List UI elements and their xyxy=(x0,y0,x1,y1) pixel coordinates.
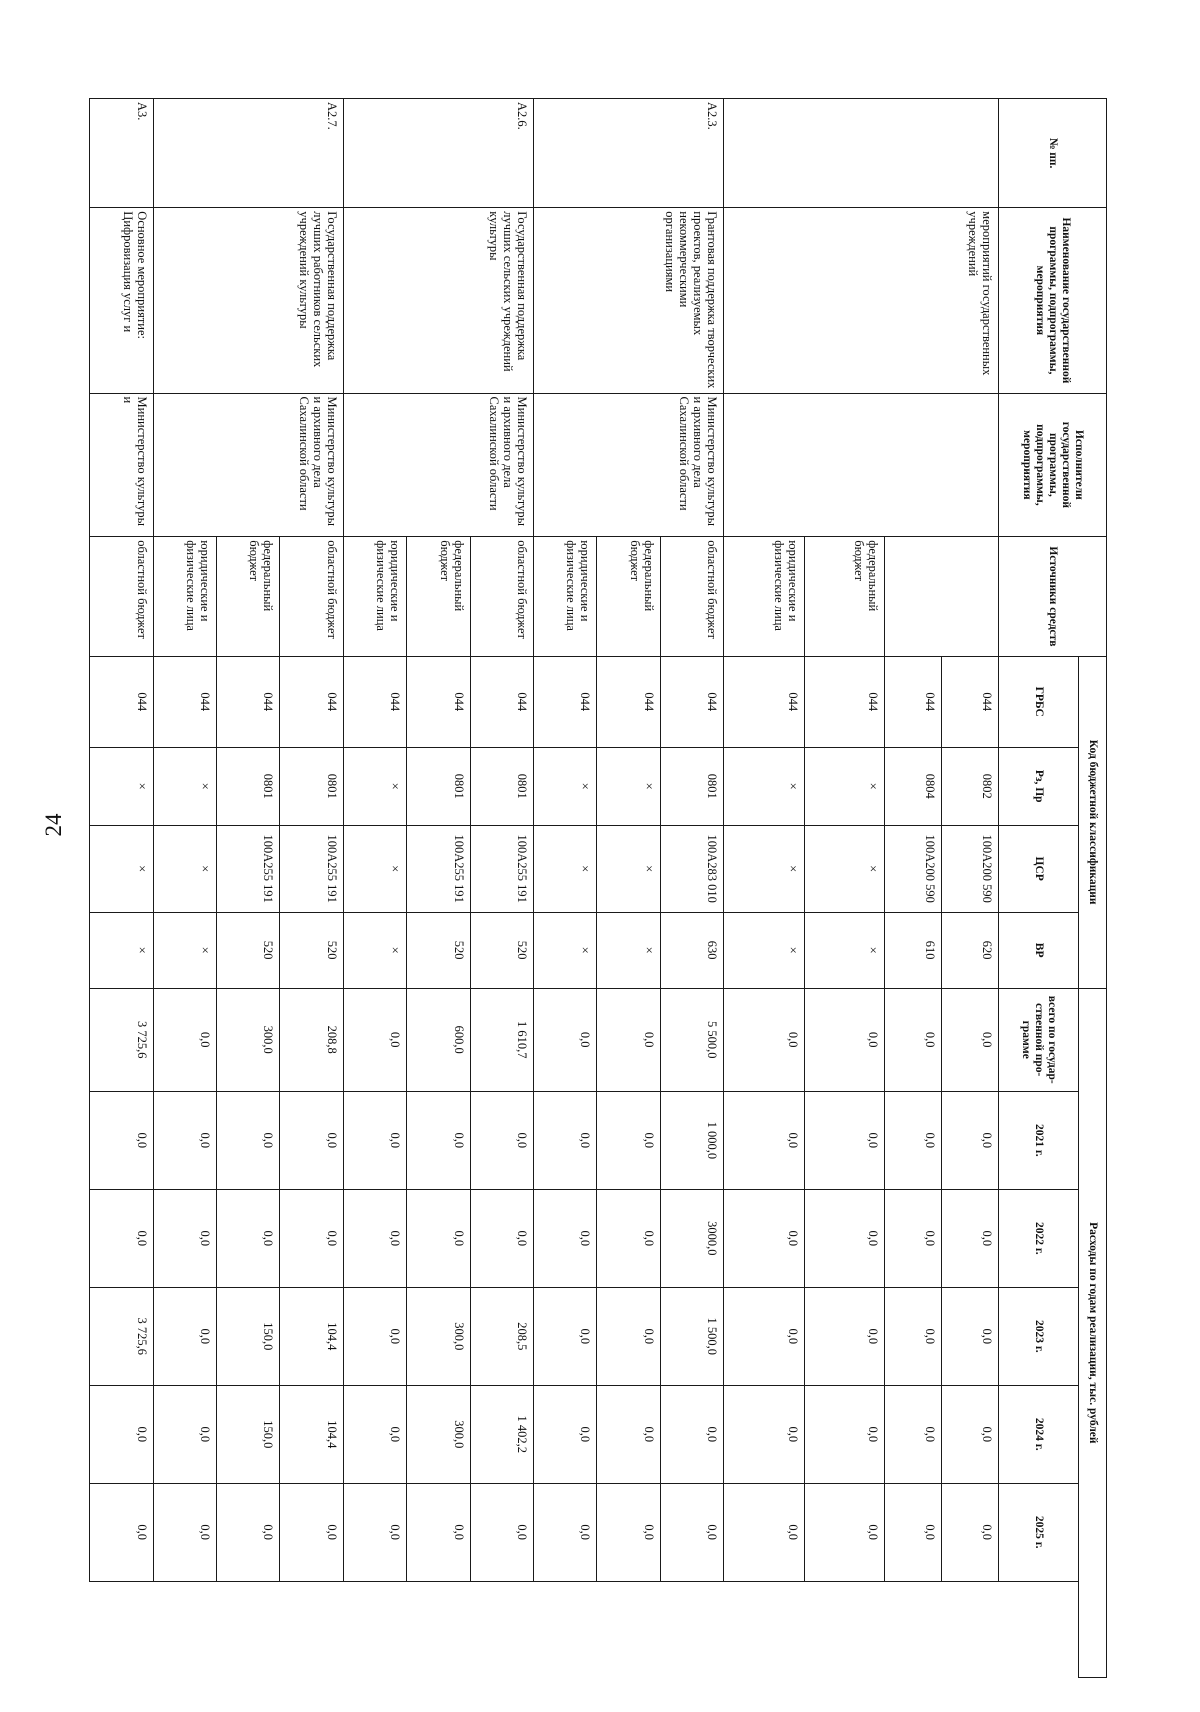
table-row xyxy=(90,99,154,1678)
cell-vr: × xyxy=(153,912,216,988)
cell-csr: × xyxy=(534,825,597,912)
row-source-cell: юридические и физические лица xyxy=(724,537,804,656)
cell-y2022: 0,0 xyxy=(884,1189,941,1287)
cell-vr: × xyxy=(804,912,884,988)
cell-vr: 520 xyxy=(470,912,533,988)
cell-y2022: 0,0 xyxy=(343,1189,406,1287)
cell-y2021: 0,0 xyxy=(216,1091,279,1189)
row-source-cell xyxy=(884,537,998,656)
cell-total: 0,0 xyxy=(941,988,998,1091)
cell-y2025: 0,0 xyxy=(724,1483,804,1581)
cell-y2025: 0,0 xyxy=(470,1483,533,1581)
row-source-cell: юридические и физические лица xyxy=(534,537,597,656)
header-expenses-group: Расходы по годам реализации, тыс. рублей xyxy=(1079,988,1107,1677)
cell-rzpr: × xyxy=(724,747,804,825)
cell-y2022: 0,0 xyxy=(597,1189,660,1287)
cell-y2025: 0,0 xyxy=(804,1483,884,1581)
cell-rzpr: 0801 xyxy=(660,747,723,825)
cell-csr: × xyxy=(153,825,216,912)
row-num-cell: А3. xyxy=(90,99,154,208)
row-num-cell: А2.3. xyxy=(534,99,724,208)
cell-y2021: 0,0 xyxy=(343,1091,406,1189)
header-name: Наименование государственной программы, подпрограммы, мероприятия xyxy=(999,208,1107,393)
cell-y2025: 0,0 xyxy=(597,1483,660,1581)
cell-y2025: 0,0 xyxy=(90,1483,154,1581)
cell-total: 600,0 xyxy=(407,988,470,1091)
cell-y2024: 0,0 xyxy=(804,1385,884,1483)
cell-y2021: 0,0 xyxy=(407,1091,470,1189)
header-num: № пп. xyxy=(999,99,1107,208)
row-name-cell: Основное мероприятие: Цифровизация услуг и xyxy=(90,208,154,393)
cell-y2023: 0,0 xyxy=(884,1287,941,1385)
cell-csr: × xyxy=(90,825,154,912)
cell-total: 0,0 xyxy=(597,988,660,1091)
cell-grbs: 044 xyxy=(660,656,723,747)
row-name-cell: Государственная поддержка лучших работников сельских учреждений культуры xyxy=(153,208,343,393)
header-executors: Исполнители государственной программы, подпрограммы, мероприятия xyxy=(999,393,1107,537)
cell-vr: × xyxy=(597,912,660,988)
cell-y2024: 300,0 xyxy=(407,1385,470,1483)
cell-y2022: 0,0 xyxy=(216,1189,279,1287)
cell-vr: 620 xyxy=(941,912,998,988)
cell-y2025: 0,0 xyxy=(407,1483,470,1581)
cell-vr: 610 xyxy=(884,912,941,988)
table-body xyxy=(90,99,999,1678)
header-2023: 2023 г. xyxy=(999,1287,1079,1385)
cell-y2022: 0,0 xyxy=(724,1189,804,1287)
cell-rzpr: × xyxy=(90,747,154,825)
row-executor-cell: Министерство культуры и архивного дела Сахалинской области xyxy=(343,393,533,537)
cell-y2024: 0,0 xyxy=(724,1385,804,1483)
cell-vr: 520 xyxy=(407,912,470,988)
cell-rzpr: 0801 xyxy=(407,747,470,825)
cell-vr: × xyxy=(724,912,804,988)
header-grbs: ГРБС xyxy=(999,656,1079,747)
cell-vr: 520 xyxy=(216,912,279,988)
cell-y2022: 0,0 xyxy=(407,1189,470,1287)
row-source-cell: федеральный бюджет xyxy=(804,537,884,656)
row-name-cell: мероприятий государственных учреждений xyxy=(724,208,999,393)
cell-y2022: 3000,0 xyxy=(660,1189,723,1287)
cell-y2025: 0,0 xyxy=(216,1483,279,1581)
row-source-cell: юридические и физические лица xyxy=(153,537,216,656)
row-source-cell: областной бюджет xyxy=(90,537,154,656)
cell-y2025: 0,0 xyxy=(343,1483,406,1581)
cell-y2023: 1 500,0 xyxy=(660,1287,723,1385)
cell-total: 208,8 xyxy=(280,988,343,1091)
row-source-cell: областной бюджет xyxy=(660,537,723,656)
cell-y2023: 0,0 xyxy=(724,1287,804,1385)
cell-rzpr: 0802 xyxy=(941,747,998,825)
cell-y2021: 0,0 xyxy=(884,1091,941,1189)
cell-grbs: 044 xyxy=(407,656,470,747)
row-source-cell: юридические и физические лица xyxy=(343,537,406,656)
cell-rzpr: 0804 xyxy=(884,747,941,825)
cell-y2024: 0,0 xyxy=(153,1385,216,1483)
cell-rzpr: 0801 xyxy=(280,747,343,825)
cell-y2022: 0,0 xyxy=(90,1189,154,1287)
row-source-cell: федеральный бюджет xyxy=(597,537,660,656)
row-name-cell: Государственная поддержка лучших сельских учреждений культуры xyxy=(343,208,533,393)
cell-total: 300,0 xyxy=(216,988,279,1091)
cell-y2023: 0,0 xyxy=(343,1287,406,1385)
page-number: 24 xyxy=(41,813,66,837)
row-num-cell: А2.7. xyxy=(153,99,343,208)
cell-csr: 100А255 191 xyxy=(407,825,470,912)
cell-y2024: 0,0 xyxy=(90,1385,154,1483)
cell-grbs: 044 xyxy=(941,656,998,747)
table-row xyxy=(941,99,998,1678)
cell-y2022: 0,0 xyxy=(470,1189,533,1287)
cell-total: 5 500,0 xyxy=(660,988,723,1091)
cell-csr: 100А255 191 xyxy=(280,825,343,912)
cell-y2025: 0,0 xyxy=(941,1483,998,1581)
header-2022: 2022 г. xyxy=(999,1189,1079,1287)
header-2021: 2021 г. xyxy=(999,1091,1079,1189)
cell-vr: × xyxy=(90,912,154,988)
cell-y2023: 3 725,6 xyxy=(90,1287,154,1385)
cell-y2024: 0,0 xyxy=(660,1385,723,1483)
row-num-cell xyxy=(724,99,999,208)
header-rzpr: Рз, Пр xyxy=(999,747,1079,825)
cell-y2022: 0,0 xyxy=(153,1189,216,1287)
cell-y2024: 150,0 xyxy=(216,1385,279,1483)
cell-rzpr: × xyxy=(153,747,216,825)
cell-y2023: 104,4 xyxy=(280,1287,343,1385)
budget-table xyxy=(89,98,1107,1678)
cell-total: 0,0 xyxy=(534,988,597,1091)
cell-grbs: 044 xyxy=(470,656,533,747)
cell-total: 0,0 xyxy=(724,988,804,1091)
cell-total: 0,0 xyxy=(343,988,406,1091)
header-2025: 2025 г. xyxy=(999,1483,1079,1581)
cell-y2024: 0,0 xyxy=(884,1385,941,1483)
cell-y2024: 0,0 xyxy=(941,1385,998,1483)
cell-y2023: 0,0 xyxy=(153,1287,216,1385)
cell-y2024: 1 402,2 xyxy=(470,1385,533,1483)
cell-y2021: 0,0 xyxy=(90,1091,154,1189)
cell-csr: 100А200 590 xyxy=(941,825,998,912)
cell-y2021: 0,0 xyxy=(280,1091,343,1189)
header-vr: ВР xyxy=(999,912,1079,988)
header-csr: ЦСР xyxy=(999,825,1079,912)
cell-total: 0,0 xyxy=(153,988,216,1091)
cell-y2023: 0,0 xyxy=(941,1287,998,1385)
cell-y2021: 0,0 xyxy=(534,1091,597,1189)
cell-y2024: 0,0 xyxy=(343,1385,406,1483)
row-source-cell: федеральный бюджет xyxy=(216,537,279,656)
cell-total: 3 725,6 xyxy=(90,988,154,1091)
cell-vr: 520 xyxy=(280,912,343,988)
cell-grbs: 044 xyxy=(804,656,884,747)
cell-csr: × xyxy=(724,825,804,912)
cell-total: 0,0 xyxy=(804,988,884,1091)
cell-vr: × xyxy=(343,912,406,988)
row-executor-cell xyxy=(724,393,999,537)
cell-y2023: 0,0 xyxy=(597,1287,660,1385)
cell-grbs: 044 xyxy=(724,656,804,747)
row-source-cell: областной бюджет xyxy=(280,537,343,656)
header-code-group: Код бюджетной классификации xyxy=(1079,656,1107,988)
cell-csr: 100А200 590 xyxy=(884,825,941,912)
cell-y2025: 0,0 xyxy=(534,1483,597,1581)
cell-rzpr: 0801 xyxy=(216,747,279,825)
cell-y2025: 0,0 xyxy=(660,1483,723,1581)
cell-rzpr: 0801 xyxy=(470,747,533,825)
cell-grbs: 044 xyxy=(884,656,941,747)
cell-grbs: 044 xyxy=(597,656,660,747)
row-name-cell: Грантовая поддержка творческих проектов, реализуемых некоммерческими организациями xyxy=(534,208,724,393)
cell-csr: × xyxy=(804,825,884,912)
row-source-cell: федеральный бюджет xyxy=(407,537,470,656)
cell-vr: 630 xyxy=(660,912,723,988)
cell-y2025: 0,0 xyxy=(153,1483,216,1581)
table-row xyxy=(660,99,723,1678)
cell-y2024: 104,4 xyxy=(280,1385,343,1483)
row-executor-cell: Министерство культуры и архивного дела Сахалинской области xyxy=(153,393,343,537)
cell-y2023: 208,5 xyxy=(470,1287,533,1385)
header-total: всего по государ-ственной про-грамме xyxy=(999,988,1079,1091)
cell-y2021: 0,0 xyxy=(153,1091,216,1189)
cell-y2021: 0,0 xyxy=(470,1091,533,1189)
cell-y2022: 0,0 xyxy=(280,1189,343,1287)
cell-rzpr: × xyxy=(343,747,406,825)
table-row xyxy=(470,99,533,1678)
cell-grbs: 044 xyxy=(534,656,597,747)
cell-y2025: 0,0 xyxy=(884,1483,941,1581)
cell-rzpr: × xyxy=(597,747,660,825)
rotated-table-wrapper xyxy=(89,98,1107,1678)
header-sources: Источники средств xyxy=(999,537,1107,656)
cell-grbs: 044 xyxy=(153,656,216,747)
row-source-cell: областной бюджет xyxy=(470,537,533,656)
cell-csr: × xyxy=(597,825,660,912)
cell-y2021: 0,0 xyxy=(597,1091,660,1189)
cell-y2021: 0,0 xyxy=(804,1091,884,1189)
cell-y2023: 0,0 xyxy=(534,1287,597,1385)
cell-y2023: 300,0 xyxy=(407,1287,470,1385)
cell-grbs: 044 xyxy=(90,656,154,747)
cell-y2022: 0,0 xyxy=(941,1189,998,1287)
cell-grbs: 044 xyxy=(216,656,279,747)
cell-vr: × xyxy=(534,912,597,988)
cell-y2021: 0,0 xyxy=(941,1091,998,1189)
cell-y2023: 150,0 xyxy=(216,1287,279,1385)
cell-y2024: 0,0 xyxy=(534,1385,597,1483)
cell-csr: 100А255 191 xyxy=(216,825,279,912)
cell-csr: 100А283 010 xyxy=(660,825,723,912)
cell-y2022: 0,0 xyxy=(804,1189,884,1287)
row-num-cell: А2.6. xyxy=(343,99,533,208)
cell-y2021: 0,0 xyxy=(724,1091,804,1189)
cell-y2022: 0,0 xyxy=(534,1189,597,1287)
cell-y2021: 1 000,0 xyxy=(660,1091,723,1189)
cell-total: 0,0 xyxy=(884,988,941,1091)
row-executor-cell: Министерство культуры и xyxy=(90,393,154,537)
header-2024: 2024 г. xyxy=(999,1385,1079,1483)
cell-grbs: 044 xyxy=(343,656,406,747)
cell-y2025: 0,0 xyxy=(280,1483,343,1581)
cell-rzpr: × xyxy=(804,747,884,825)
cell-y2024: 0,0 xyxy=(597,1385,660,1483)
cell-csr: 100А255 191 xyxy=(470,825,533,912)
cell-y2023: 0,0 xyxy=(804,1287,884,1385)
cell-grbs: 044 xyxy=(280,656,343,747)
cell-total: 1 610,7 xyxy=(470,988,533,1091)
row-executor-cell: Министерство культуры и архивного дела Сахалинской области xyxy=(534,393,724,537)
cell-csr: × xyxy=(343,825,406,912)
table-row xyxy=(280,99,343,1678)
cell-rzpr: × xyxy=(534,747,597,825)
